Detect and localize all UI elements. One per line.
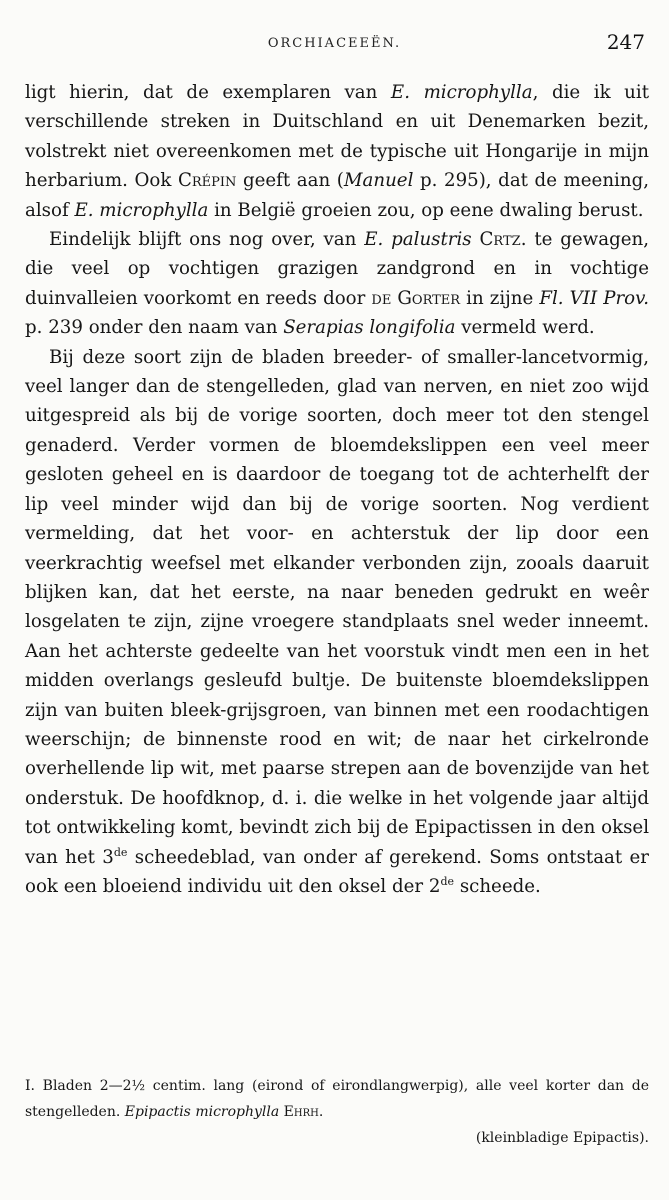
paragraph-2	[25, 225, 649, 343]
text-run	[472, 229, 480, 250]
text-run: p. 239 onder den naam van	[25, 317, 284, 339]
taxon-name: Epipactis microphylla	[124, 1104, 280, 1120]
text-run: ligt hierin, dat de exemplaren van	[25, 82, 391, 103]
footnote-text	[25, 1073, 649, 1125]
text-run: I. Bladen 2—2½ centim. lang (eirond of eirondlangwerpig), alle veel korter dan de stengelleden.	[25, 1078, 649, 1120]
text-run: scheede.	[454, 875, 541, 897]
footnote	[25, 1073, 649, 1151]
running-head	[0, 30, 669, 60]
body-text	[25, 78, 649, 901]
ordinal-superscript: de	[113, 845, 128, 859]
text-run: , die ik uit verschillende streken in Duitschland en uit Denemarken bezit, volstrekt niet overeenkomen met de typische uit Hongarije in mijn herbarium. Ook	[25, 82, 650, 192]
author-name: Crépin	[177, 170, 237, 192]
taxon-name: Serapias longifolia	[283, 317, 456, 339]
page-number: 247	[606, 30, 645, 54]
book-title: Manuel	[343, 170, 414, 192]
text-run: in zijne	[460, 287, 540, 309]
text-run: p. 295), dat de meening, alsof	[25, 170, 649, 221]
footnote-common-name: (kleinbladige Epipactis).	[475, 1130, 649, 1146]
taxon-name: E. microphylla	[390, 82, 533, 103]
taxon-name: E. microphylla	[74, 199, 209, 221]
text-run: in België groeien zou, op eene dwaling berust.	[208, 199, 644, 221]
text-run: Eindelijk blijft ons nog over, van	[49, 229, 365, 251]
running-title: ORCHIACEEËN.	[267, 36, 402, 51]
paragraph-1	[25, 78, 649, 225]
text-run: te gewagen, die veel op vochtigen grazigen zandgrond en in vochtige duinvalleien voorkomt en reeds door	[25, 229, 649, 309]
author-name: Crtz.	[479, 229, 527, 251]
book-title: Fl. VII Prov.	[539, 287, 650, 309]
text-run: Bij deze soort zijn de bladen breeder- of smaller-lancetvormig, veel langer dan de stengelleden, glad van nerven, en niet zoo wijd uitgespreid als bij de vorige soorten, doch meer tot den stengel genaderd. Verder vormen de bloemdekslippen een veel meer gesloten geheel en is daardoor de toegang tot de achterhelft der lip veel minder wijd dan bij de vorige soorten. Nog verdient vermelding, dat het voor- en achterstuk der lip door een veerkrachtig weefsel met elkander verbonden zijn, zooals daaruit blijken kan, dat het eerste, na naar beneden gedrukt en weêr losgelaten te zijn, zijne vroegere standplaats snel weder inneemt. Aan het achterste gedeelte van het voorstuk vindt men een in het midden overlangs gesleufd bultje. De buitenste bloemdekslippen zijn van buiten bleek-grijsgroen, van binnen met een roodachtigen weerschijn; de binnenste rood en wit; de naar het cirkelronde overhellende lip wit, met paarse strepen aan de bovenzijde van het onderstuk. De hoofdknop, d. i. die welke in het volgende jaar altijd tot ontwikkeling komt, bevindt zich bij de Epipactissen in den oksel van het 3	[25, 346, 650, 868]
author-name: de Gorter	[371, 287, 461, 309]
paragraph-3	[25, 343, 649, 902]
text-run: geeft aan (	[236, 170, 344, 192]
text-run: vermeld werd.	[455, 317, 595, 339]
author-name: Ehrh.	[283, 1104, 324, 1120]
taxon-name: E. palustris	[364, 229, 472, 251]
text-run: scheedeblad, van onder af gerekend. Soms ontstaat er ook een bloeiend individu uit den oksel der 2	[25, 846, 649, 897]
ordinal-superscript: de	[440, 874, 455, 888]
